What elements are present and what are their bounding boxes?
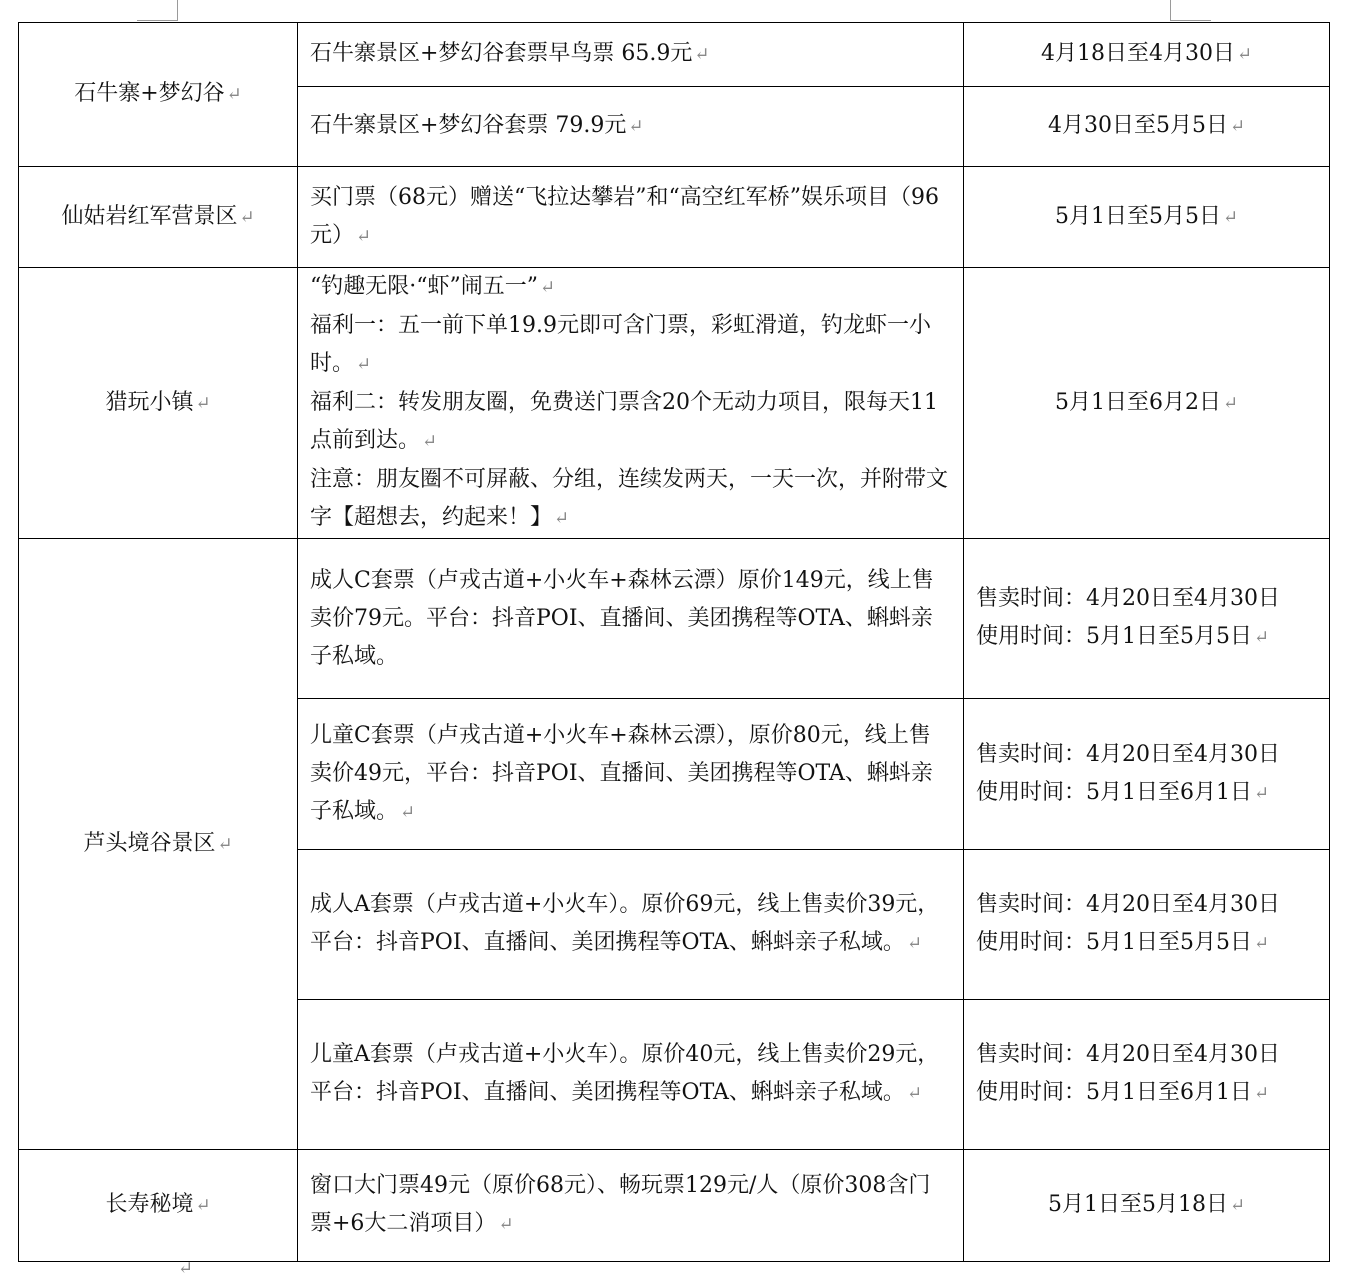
offer-line: 福利一：五一前下单19.9元即可含门票，彩虹滑道，钓龙虾一小时。 ↵ <box>310 313 931 376</box>
scenic-area-cell: 石牛寨+梦幻谷 ↵ <box>19 23 298 167</box>
date-cell: 5月1日至6月2日 ↵ <box>964 268 1330 539</box>
offer-cell: 买门票（68元）赠送“飞拉达攀岩”和“高空红军桥”娱乐项目（96元） ↵ <box>298 167 964 268</box>
promotions-table <box>18 22 1330 1262</box>
table-row <box>19 23 1330 87</box>
scenic-area-cell: 仙姑岩红军营景区 ↵ <box>19 167 298 268</box>
table-row <box>19 268 1330 539</box>
date-cell: 4月30日至5月5日 ↵ <box>964 87 1330 167</box>
offer-cell: 窗口大门票49元（原价68元）、畅玩票129元/人（原价308含门票+6大二消项目） ↵ <box>298 1150 964 1262</box>
table-row <box>19 167 1330 268</box>
date-cell: 5月1日至5月5日 ↵ <box>964 167 1330 268</box>
date-cell: 售卖时间：4月20日至4月30日 使用时间：5月1日至5月5日 ↵ <box>964 850 1330 1000</box>
date-cell: 售卖时间：4月20日至4月30日 使用时间：5月1日至6月1日 ↵ <box>964 699 1330 850</box>
date-cell: 售卖时间：4月20日至4月30日 使用时间：5月1日至6月1日 ↵ <box>964 1000 1330 1150</box>
table-row <box>19 1150 1330 1262</box>
offer-cell: 成人C套票（卢戎古道+小火车+森林云漂）原价149元，线上售卖价79元。平台：抖音POI、直播间、美团携程等OTA、蝌蚪亲子私域。 <box>298 539 964 699</box>
scenic-area-cell: 猎玩小镇 ↵ <box>19 268 298 539</box>
date-cell: 4月18日至4月30日 ↵ <box>964 23 1330 87</box>
offer-cell: 成人A套票（卢戎古道+小火车）。原价69元，线上售卖价39元，平台：抖音POI、直播间、美团携程等OTA、蝌蚪亲子私域。 ↵ <box>298 850 964 1000</box>
date-cell: 5月1日至5月18日 ↵ <box>964 1150 1330 1262</box>
offer-line: “钓趣无限·“虾”闹五一” ↵ <box>310 274 556 299</box>
offer-cell: 儿童C套票（卢戎古道+小火车+森林云漂），原价80元，线上售卖价49元，平台：抖音POI、直播间、美团携程等OTA、蝌蚪亲子私域。 ↵ <box>298 699 964 850</box>
offer-cell: 儿童A套票（卢戎古道+小火车）。原价40元，线上售卖价29元，平台：抖音POI、直播间、美团携程等OTA、蝌蚪亲子私域。 ↵ <box>298 1000 964 1150</box>
scenic-area-cell: 长寿秘境 ↵ <box>19 1150 298 1262</box>
offer-cell <box>298 268 964 539</box>
date-cell: 售卖时间：4月20日至4月30日 使用时间：5月1日至5月5日 ↵ <box>964 539 1330 699</box>
offer-line: 注意：朋友圈不可屏蔽、分组，连续发两天，一天一次，并附带文字【超想去，约起来！】 ↵ <box>310 467 949 530</box>
offer-cell: 石牛寨景区+梦幻谷套票 79.9元 ↵ <box>298 87 964 167</box>
crop-mark-left <box>137 0 178 21</box>
trailing-paragraph-mark: ↵ <box>178 1258 194 1279</box>
scenic-area-cell: 芦头境谷景区 ↵ <box>19 539 298 1150</box>
offer-line: 福利二：转发朋友圈，免费送门票含20个无动力项目，限每天11点前到达。 ↵ <box>310 390 938 453</box>
table-row <box>19 539 1330 699</box>
offer-cell: 石牛寨景区+梦幻谷套票早鸟票 65.9元 ↵ <box>298 23 964 87</box>
crop-mark-right <box>1170 0 1211 21</box>
